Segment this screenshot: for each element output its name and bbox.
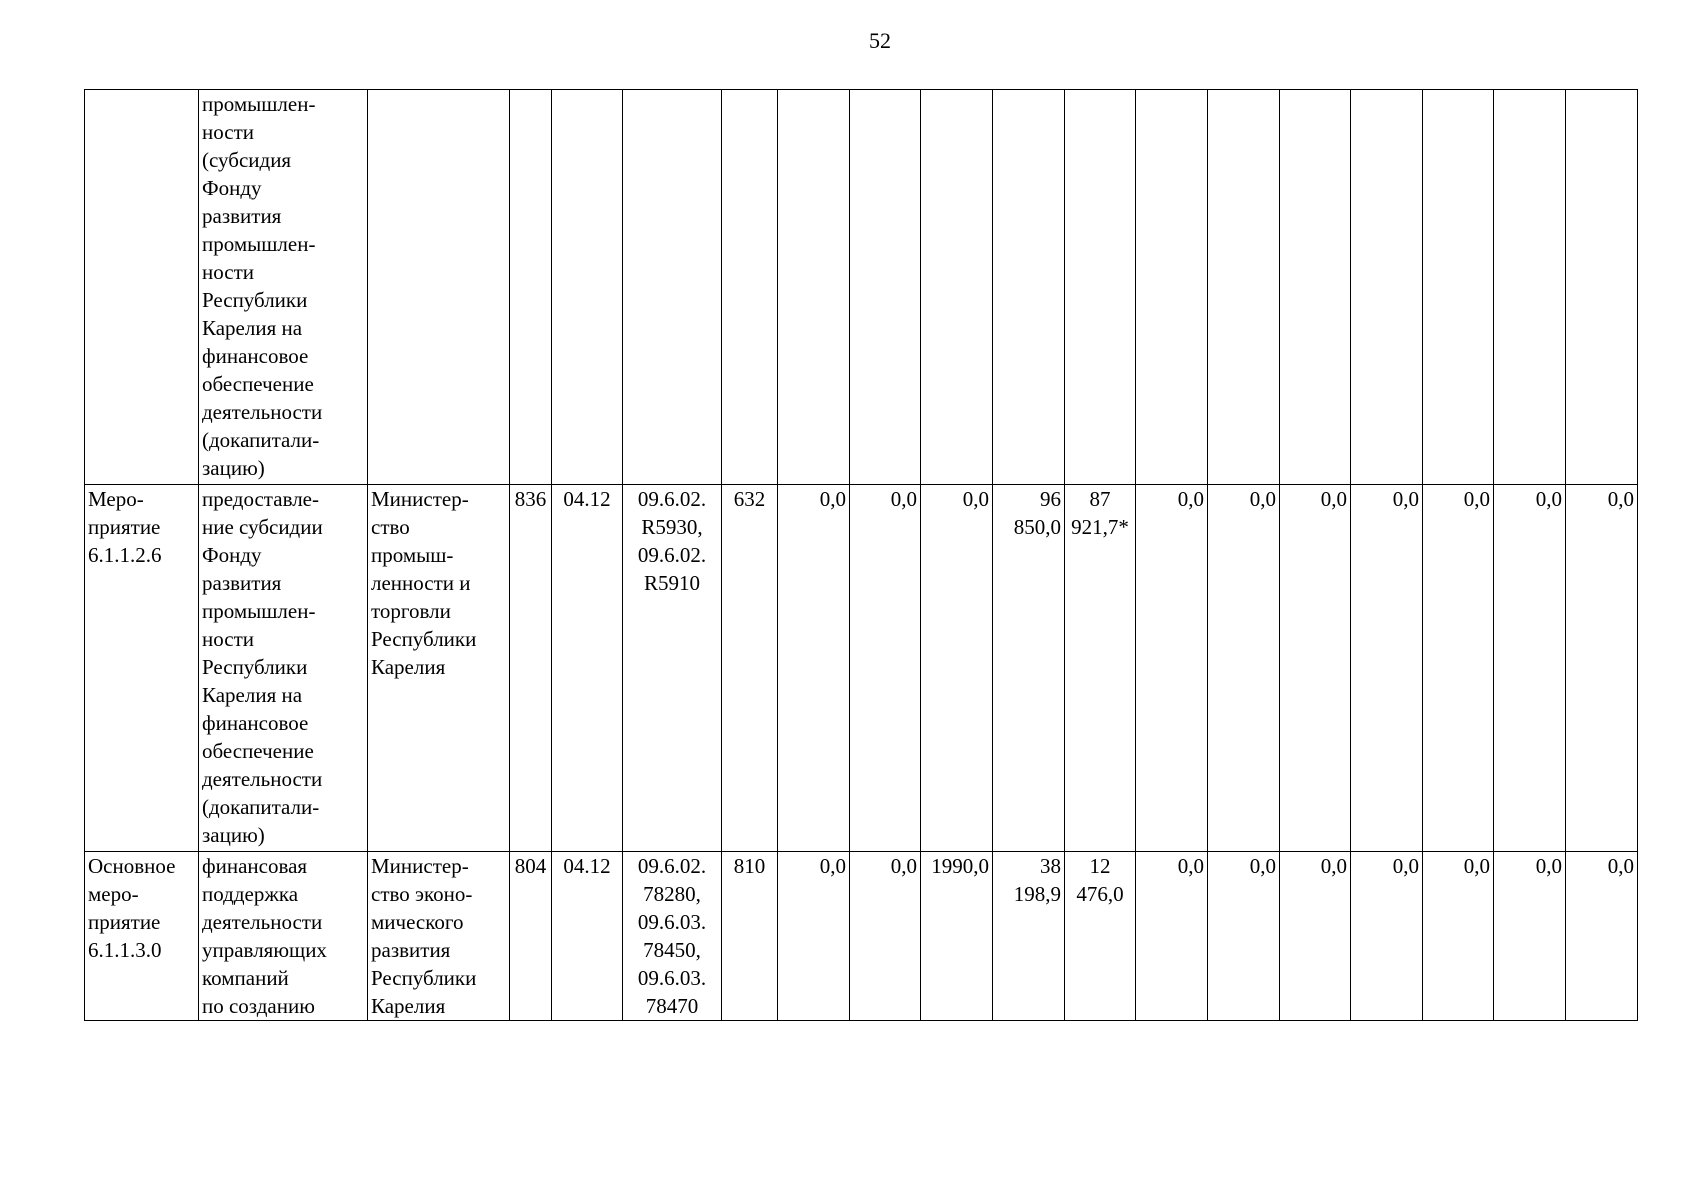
table-row [85, 852, 1638, 1021]
cell-line: 836 [514, 487, 547, 511]
cell-line: Министер- [371, 854, 469, 878]
cell-line: 6.1.1.2.6 [88, 543, 162, 567]
year-value-cell [1136, 90, 1208, 485]
year-value-cell [850, 485, 921, 852]
cell-line: 476,0 [1076, 882, 1124, 906]
cell-line: 0,0 [1249, 854, 1276, 878]
target-item-cell [623, 852, 722, 1021]
year-value-cell [1351, 852, 1423, 1021]
cell-line: 78470 [645, 994, 699, 1018]
cell-line: деятельности [202, 400, 323, 424]
year-value-cell [1351, 485, 1423, 852]
cell-line: 09.6.02. [637, 487, 707, 511]
cell-line: обеспечение [202, 739, 314, 763]
cell-line: ности [202, 260, 254, 284]
year-value-cell [850, 90, 921, 485]
cell-line: 09.6.02. [637, 854, 707, 878]
cell-line: 0,0 [1320, 854, 1347, 878]
year-value-cell [1566, 485, 1638, 852]
cell-line: 09.6.03. [637, 910, 707, 934]
cell-line: 78450, [643, 938, 701, 962]
cell-line: 0,0 [1535, 854, 1562, 878]
year-value-cell [1136, 852, 1208, 1021]
cell-line: 87 [1089, 487, 1111, 511]
page-number: 52 [869, 28, 891, 53]
cell-line: Фонду [202, 176, 262, 200]
cell-line: 0,0 [1177, 487, 1204, 511]
cell-line: Меро- [88, 487, 144, 511]
year-value-cell [1423, 852, 1494, 1021]
cell-line: ние субсидии [202, 515, 323, 539]
cell-line: 0,0 [962, 487, 989, 511]
expense-type-cell [722, 485, 778, 852]
measure-code-cell [85, 90, 199, 485]
year-value-cell [921, 852, 993, 1021]
cell-line: Карелия на [202, 316, 303, 340]
cell-line: поддержка [202, 882, 299, 906]
cell-line: ности [202, 627, 254, 651]
cell-line: управляющих [202, 938, 327, 962]
cell-line: 0,0 [819, 487, 846, 511]
gov-code-cell [510, 485, 552, 852]
cell-line: Республики [371, 627, 477, 651]
target-item-cell [623, 90, 722, 485]
cell-line: R5930, [641, 515, 703, 539]
cell-line: ленности и [371, 571, 471, 595]
target-item-cell [623, 485, 722, 852]
year-value-cell [921, 90, 993, 485]
year-value-cell [1566, 90, 1638, 485]
cell-line: 0,0 [1463, 487, 1490, 511]
budget-table [84, 89, 1638, 1021]
table-row [85, 90, 1638, 485]
cell-line: 198,9 [1013, 882, 1061, 906]
cell-line: промышлен- [202, 599, 316, 623]
year-value-cell [1423, 90, 1494, 485]
expense-type-cell [722, 90, 778, 485]
cell-line: 96 [1040, 487, 1061, 511]
year-value-cell [1280, 485, 1351, 852]
cell-line: 0,0 [1320, 487, 1347, 511]
cell-line: ности [202, 120, 254, 144]
cell-line: 921,7* [1071, 515, 1129, 539]
year-value-cell [1351, 90, 1423, 485]
year-value-cell [778, 852, 850, 1021]
cell-line: 632 [733, 487, 766, 511]
cell-line: 0,0 [1392, 487, 1419, 511]
cell-line: ство [371, 515, 410, 539]
year-value-cell [1566, 852, 1638, 1021]
cell-line: Фонду [202, 543, 262, 567]
gov-code-cell [510, 90, 552, 485]
cell-line: приятие [88, 515, 161, 539]
cell-line: Республики [202, 288, 308, 312]
cell-line: 0,0 [1177, 854, 1204, 878]
cell-line: финансовая [202, 854, 308, 878]
cell-line: деятельности [202, 910, 323, 934]
cell-line: 0,0 [1607, 487, 1634, 511]
cell-line: 850,0 [1013, 515, 1061, 539]
cell-line: компаний [202, 966, 289, 990]
cell-line: 78280, [643, 882, 701, 906]
cell-line: развития [202, 571, 282, 595]
year-value-cell [1494, 90, 1566, 485]
gov-code-cell [510, 852, 552, 1021]
cell-line: 0,0 [819, 854, 846, 878]
cell-line: промыш- [371, 543, 454, 567]
cell-line: 0,0 [890, 487, 917, 511]
cell-line: ство эконо- [371, 882, 473, 906]
year-value-cell [1494, 852, 1566, 1021]
measure-code-cell [85, 852, 199, 1021]
year-value-cell [993, 852, 1065, 1021]
cell-line: развития [371, 938, 451, 962]
cell-line: предоставле- [202, 487, 319, 511]
cell-line: приятие [88, 910, 161, 934]
cell-line: 04.12 [563, 854, 611, 878]
cell-line: 0,0 [1249, 487, 1276, 511]
cell-line: 0,0 [1463, 854, 1490, 878]
year-value-cell [1280, 90, 1351, 485]
cell-line: Республики [371, 966, 477, 990]
cell-line: 810 [733, 854, 766, 878]
cell-line: промышлен- [202, 92, 316, 116]
year-value-cell [778, 485, 850, 852]
cell-line: 38 [1040, 854, 1061, 878]
cell-line: финансовое [202, 344, 309, 368]
year-value-cell [1065, 485, 1136, 852]
cell-line: 804 [514, 854, 547, 878]
year-value-cell [993, 485, 1065, 852]
cell-line: Карелия на [202, 683, 303, 707]
cell-line: Республики [202, 655, 308, 679]
year-value-cell [1065, 90, 1136, 485]
year-value-cell [778, 90, 850, 485]
cell-line: 04.12 [563, 487, 611, 511]
measure-description-cell [199, 852, 368, 1021]
cell-line: зацию) [202, 456, 265, 480]
cell-line: 0,0 [1607, 854, 1634, 878]
cell-line: зацию) [202, 823, 265, 847]
section-code-cell [552, 852, 623, 1021]
section-code-cell [552, 90, 623, 485]
year-value-cell [1208, 852, 1280, 1021]
cell-line: 09.6.03. [637, 966, 707, 990]
measure-code-cell [85, 485, 199, 852]
table-row [85, 485, 1638, 852]
executor-cell [368, 485, 510, 852]
cell-line: (докапитали- [202, 428, 320, 452]
year-value-cell [993, 90, 1065, 485]
cell-line: Карелия [371, 655, 446, 679]
measure-description-cell [199, 485, 368, 852]
cell-line: (докапитали- [202, 795, 320, 819]
cell-line: промышлен- [202, 232, 316, 256]
year-value-cell [850, 852, 921, 1021]
cell-line: 12 [1089, 854, 1111, 878]
cell-line: обеспечение [202, 372, 314, 396]
cell-line: Основное [88, 854, 176, 878]
year-value-cell [1494, 485, 1566, 852]
year-value-cell [1065, 852, 1136, 1021]
cell-line: меро- [88, 882, 139, 906]
year-value-cell [921, 485, 993, 852]
year-value-cell [1280, 852, 1351, 1021]
expense-type-cell [722, 852, 778, 1021]
cell-line: 0,0 [890, 854, 917, 878]
cell-line: (субсидия [202, 148, 292, 172]
year-value-cell [1208, 90, 1280, 485]
year-value-cell [1423, 485, 1494, 852]
cell-line: финансовое [202, 711, 309, 735]
cell-line: 09.6.02. [637, 543, 707, 567]
cell-line: Министер- [371, 487, 469, 511]
year-value-cell [1208, 485, 1280, 852]
cell-line: мического [371, 910, 464, 934]
cell-line: развития [202, 204, 282, 228]
cell-line: торговли [371, 599, 451, 623]
cell-line: 1990,0 [931, 854, 989, 878]
cell-line: 6.1.1.3.0 [88, 938, 162, 962]
year-value-cell [1136, 485, 1208, 852]
executor-cell [368, 852, 510, 1021]
cell-line: R5910 [643, 571, 700, 595]
executor-cell [368, 90, 510, 485]
cell-line: 0,0 [1392, 854, 1419, 878]
cell-line: 0,0 [1535, 487, 1562, 511]
measure-description-cell [199, 90, 368, 485]
cell-line: деятельности [202, 767, 323, 791]
cell-line: по созданию [202, 994, 315, 1018]
section-code-cell [552, 485, 623, 852]
cell-line: Карелия [371, 994, 446, 1018]
